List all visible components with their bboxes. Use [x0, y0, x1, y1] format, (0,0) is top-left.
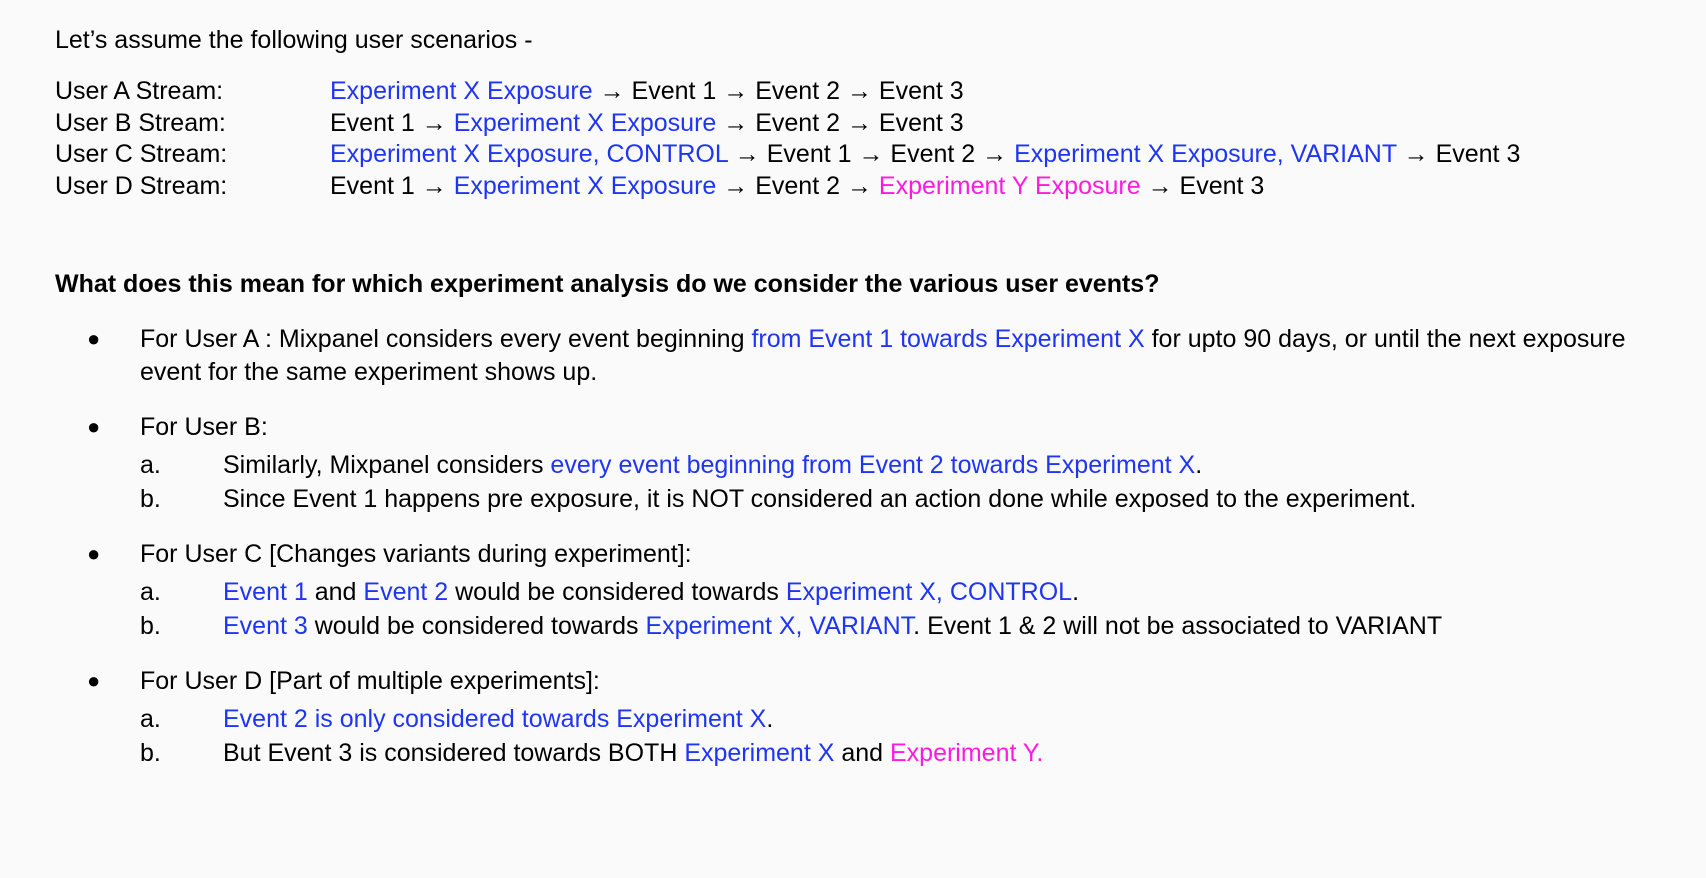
sub-list-text: [223, 739, 1043, 767]
sub-list-text: [223, 578, 1079, 606]
bullet-dot-icon: ●: [87, 325, 101, 351]
stream-fragment: Event 2: [755, 171, 840, 200]
sub-fragment: every event beginning from Event 2 towards Experiment X: [550, 450, 1196, 479]
sub-list-item: [140, 609, 1676, 643]
bullet-dot-icon: ●: [87, 540, 101, 566]
stream-fragment: →: [414, 171, 454, 200]
sub-list: [140, 575, 1676, 643]
sub-list: [140, 702, 1676, 770]
stream-fragment: Experiment Y Exposure: [878, 171, 1141, 200]
sub-fragment: Event 1: [223, 577, 308, 606]
stream-fragment: Experiment X Exposure: [453, 108, 717, 137]
sub-fragment: Experiment X, CONTROL: [785, 577, 1073, 606]
sub-list-marker: a.: [140, 577, 161, 606]
stream-fragment: Event 3: [878, 77, 964, 106]
sub-list-text: [223, 451, 1202, 479]
stream-flow: [330, 76, 964, 108]
bullet-item: [55, 665, 1676, 770]
bullet-item: [55, 323, 1676, 389]
bullet-fragment: from Event 1 towards Experiment X: [751, 324, 1145, 353]
user-stream-list: [55, 76, 1676, 202]
stream-fragment: Event 2: [890, 140, 976, 169]
stream-fragment: →: [840, 108, 879, 137]
sub-fragment: Experiment X: [684, 738, 835, 767]
sub-list: [140, 448, 1676, 516]
stream-fragment: Event 1: [631, 77, 717, 106]
stream-fragment: Experiment X Exposure, CONTROL: [330, 140, 728, 169]
stream-fragment: Experiment X Exposure: [330, 77, 593, 106]
stream-fragment: →: [975, 140, 1015, 169]
stream-fragment: →: [414, 108, 454, 137]
stream-fragment: →: [1396, 140, 1436, 169]
sub-list-text: [223, 485, 1416, 513]
stream-label: User D Stream:: [55, 171, 228, 200]
bullet-dot-icon: ●: [87, 413, 101, 439]
bullet-text: [140, 667, 600, 695]
stream-flow: [330, 108, 964, 140]
stream-fragment: Event 3: [1179, 171, 1265, 200]
bullet-fragment: for upto 90 days, or until the next exposure event for the same experiment shows up.: [140, 324, 1626, 386]
stream-fragment: Event 3: [1435, 140, 1521, 169]
sub-list-item: [140, 575, 1676, 609]
sub-list-item: [140, 702, 1676, 736]
sub-fragment: Similarly, Mixpanel considers: [223, 450, 551, 479]
sub-fragment: Experiment Y.: [890, 738, 1044, 767]
sub-list-item: [140, 482, 1676, 516]
stream-fragment: →: [840, 77, 879, 106]
bullet-text: [140, 540, 692, 568]
sub-list-text: [223, 705, 773, 733]
sub-list-marker: b.: [140, 738, 161, 767]
analysis-bullet-list: [55, 323, 1676, 770]
stream-label: User A Stream:: [55, 77, 224, 106]
sub-fragment: and: [834, 738, 890, 767]
sub-fragment: Experiment X, VARIANT: [645, 611, 914, 640]
sub-fragment: But Event 3 is considered towards BOTH: [223, 738, 685, 767]
sub-list-text: [223, 612, 1442, 640]
stream-fragment: Event 2: [755, 108, 840, 137]
stream-fragment: Experiment X Exposure, VARIANT: [1014, 140, 1397, 169]
sub-fragment: would be considered towards: [448, 577, 786, 606]
sub-list-marker: a.: [140, 450, 161, 479]
sub-list-item: [140, 448, 1676, 482]
sub-list-marker: a.: [140, 704, 161, 733]
sub-fragment: . Event 1 & 2 will not be associated to VARIANT: [913, 611, 1443, 640]
stream-row: [55, 76, 1676, 108]
sub-fragment: Event 2: [363, 577, 449, 606]
stream-fragment: →: [727, 140, 767, 169]
sub-fragment: would be considered towards: [307, 611, 646, 640]
stream-fragment: Event 1: [330, 171, 415, 200]
sub-fragment: .: [1072, 577, 1080, 606]
bullet-dot-icon: ●: [87, 667, 101, 693]
stream-fragment: →: [851, 140, 891, 169]
section-question: What does this mean for which experiment analysis do we consider the various user events?: [55, 270, 1160, 299]
stream-fragment: Event 3: [878, 108, 964, 137]
bullet-fragment: For User D [Part of multiple experiments]:: [140, 666, 600, 695]
bullet-item: [55, 411, 1676, 516]
stream-row: [55, 139, 1676, 171]
sub-fragment: .: [1195, 450, 1203, 479]
stream-label: User C Stream:: [55, 140, 228, 169]
bullet-fragment: For User B:: [140, 412, 268, 441]
stream-fragment: →: [716, 108, 756, 137]
bullet-fragment: For User C [Changes variants during experiment]:: [140, 539, 692, 568]
bullet-fragment: For User A : Mixpanel considers every event beginning: [140, 324, 752, 353]
sub-list-marker: b.: [140, 611, 161, 640]
sub-list-item: [140, 736, 1676, 770]
stream-fragment: →: [840, 171, 879, 200]
stream-flow: [330, 139, 1520, 171]
sub-fragment: .: [766, 704, 774, 733]
sub-fragment: and: [307, 577, 364, 606]
stream-fragment: Event 1: [330, 108, 415, 137]
stream-fragment: Event 1: [766, 140, 852, 169]
bullet-text: [140, 325, 1626, 386]
stream-flow: [330, 171, 1264, 203]
stream-fragment: →: [716, 171, 756, 200]
stream-row: [55, 171, 1676, 203]
sub-fragment: Event 3: [223, 611, 308, 640]
intro-paragraph: Let’s assume the following user scenarios -: [55, 26, 533, 54]
stream-fragment: →: [1140, 171, 1180, 200]
bullet-item: [55, 538, 1676, 643]
stream-fragment: Event 2: [755, 77, 840, 106]
sub-fragment: Event 2 is only considered towards Experiment X: [223, 704, 767, 733]
sub-list-marker: b.: [140, 484, 161, 513]
stream-fragment: →: [592, 77, 632, 106]
stream-fragment: Experiment X Exposure: [453, 171, 717, 200]
bullet-text: [140, 413, 268, 441]
stream-fragment: →: [716, 77, 756, 106]
sub-fragment: Since Event 1 happens pre exposure, it is NOT considered an action done while exposed to the experiment.: [223, 484, 1417, 513]
stream-row: [55, 108, 1676, 140]
stream-label: User B Stream:: [55, 108, 226, 137]
